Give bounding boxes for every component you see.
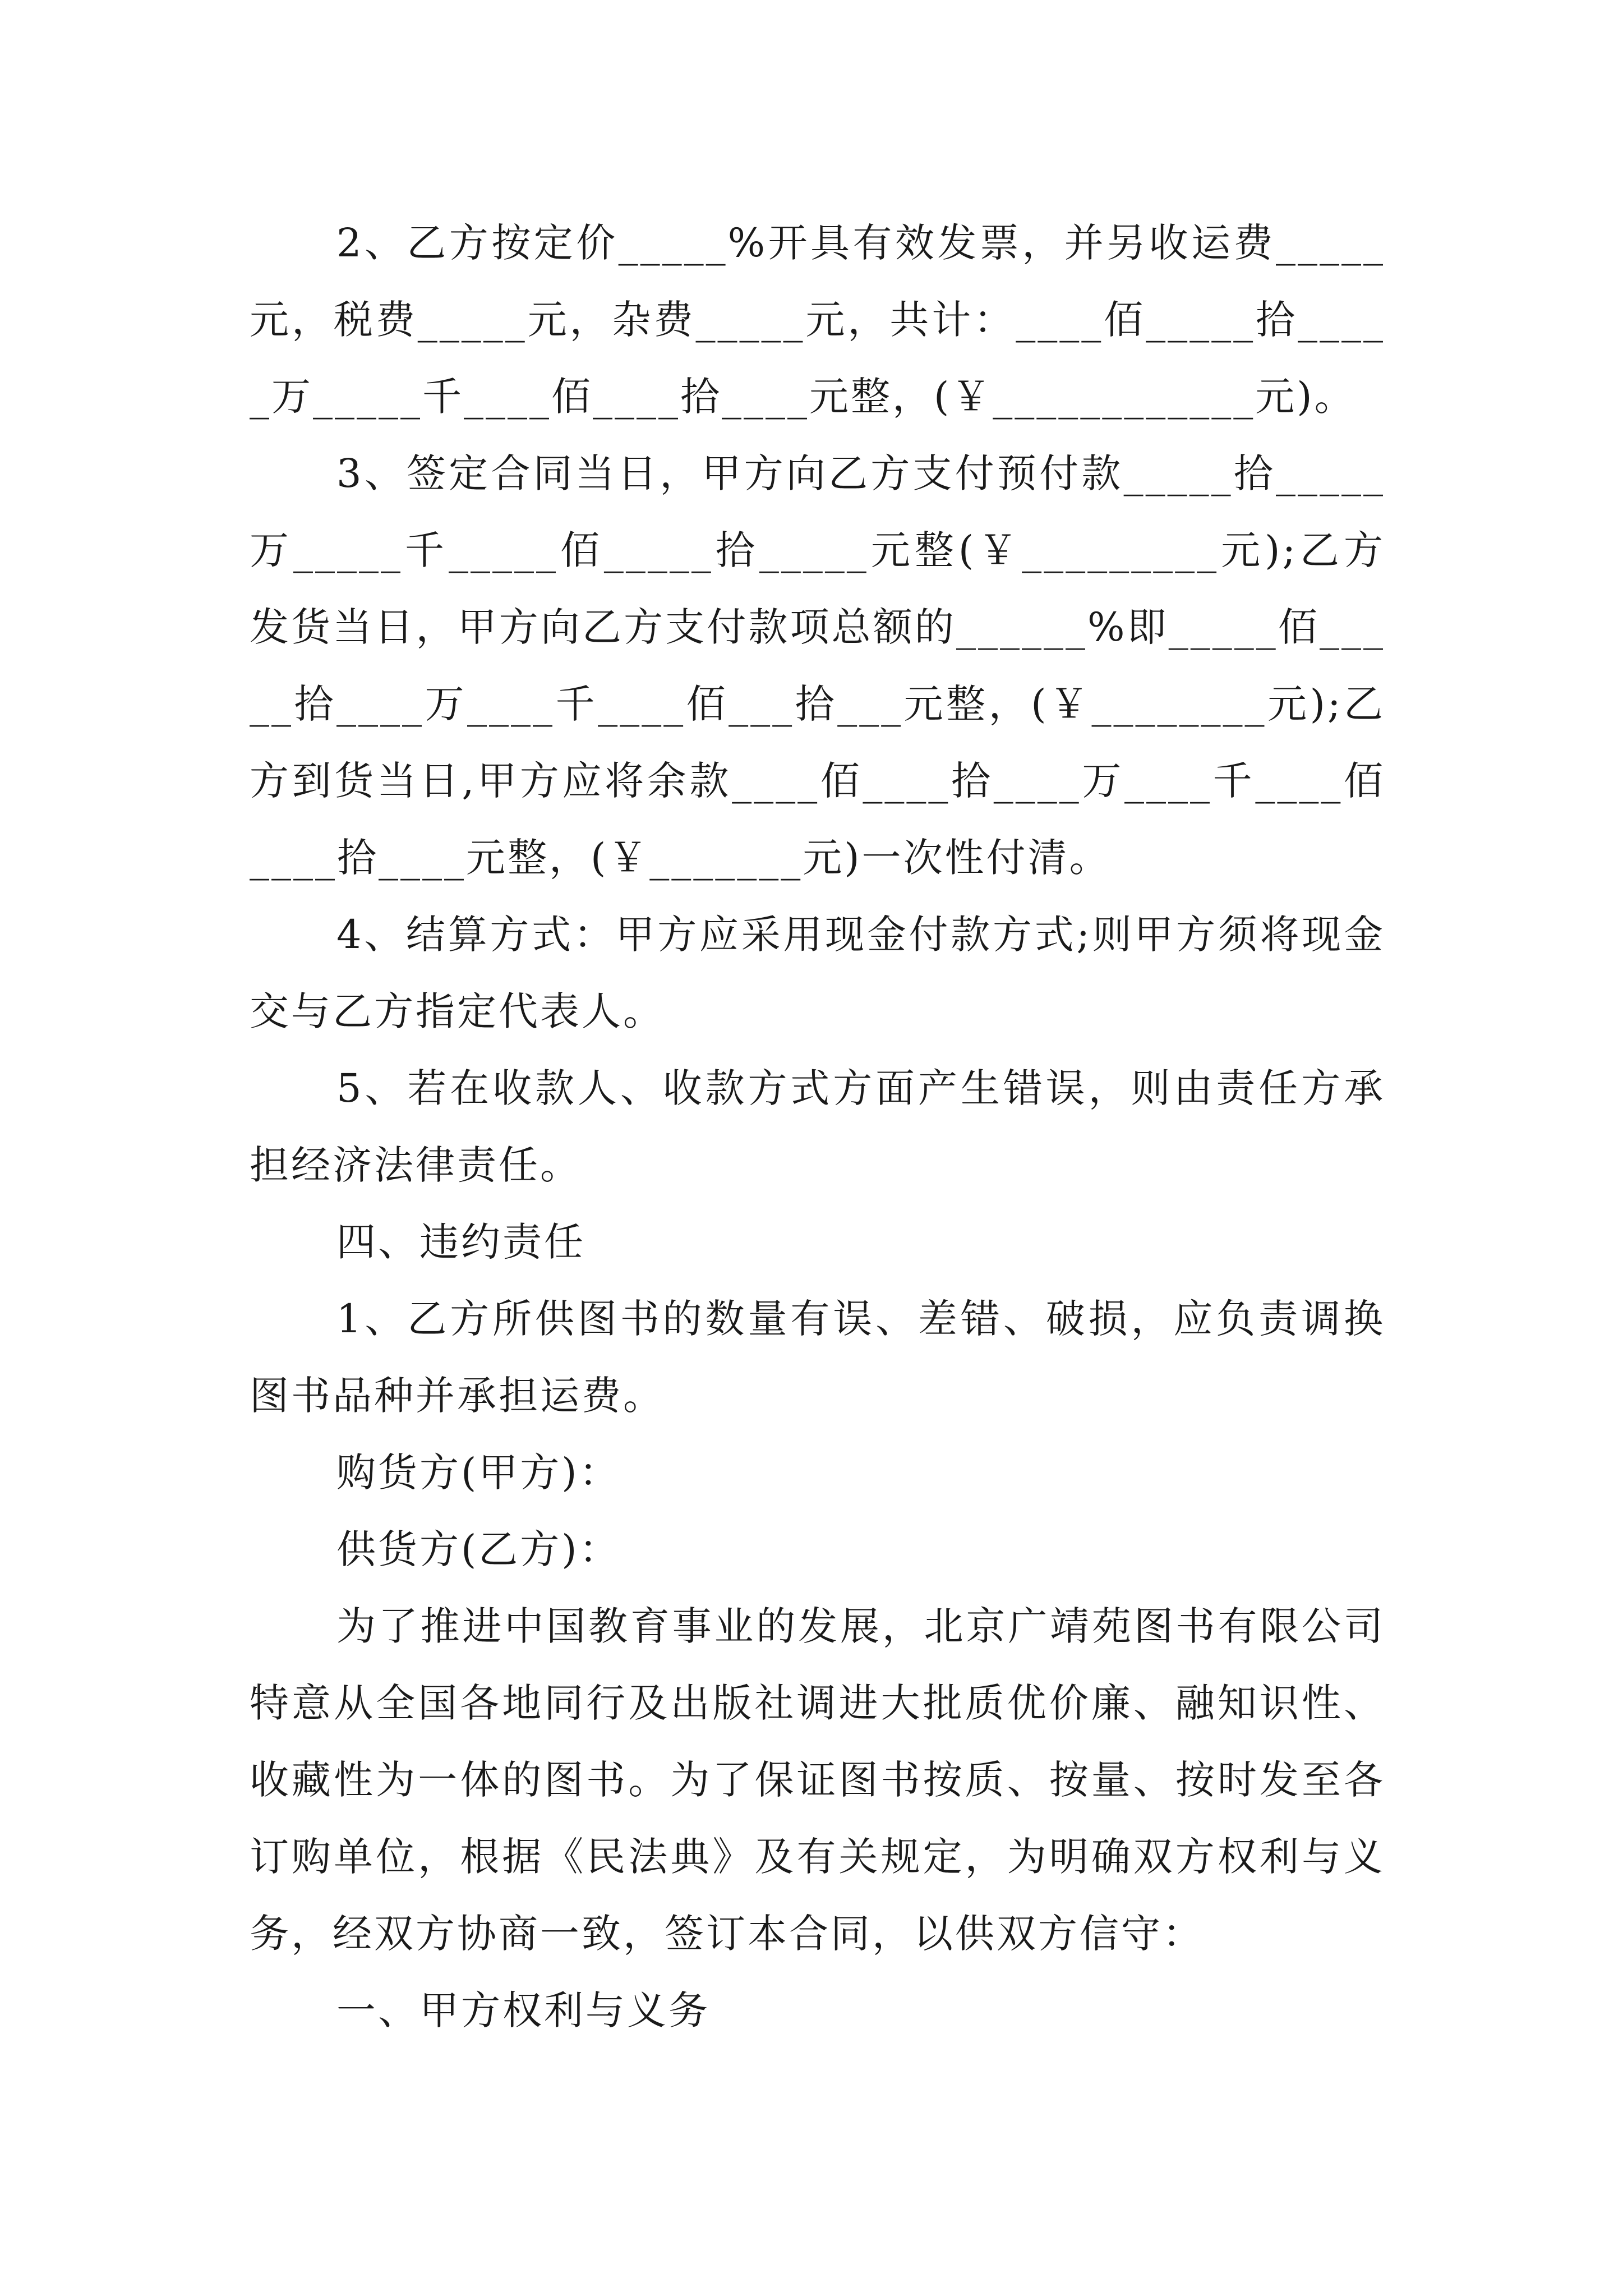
clause-4-settlement-method: 4、结算方式：甲方应采用现金付款方式;则甲方须将现金交与乙方指定代表人。 (250, 912, 1385, 1034)
breach-clause-1: 1、乙方所供图书的数量有误、差错、破损，应负责调换图书品种并承担运费。 (250, 1296, 1385, 1419)
clause-5-payment-error: 5、若在收款人、收款方式方面产生错误，则由责任方承担经济法律责任。 (250, 1065, 1385, 1188)
clause-2-invoice-fees: 2、乙方按定价_____%开具有效发票，并另收运费_____元，税费_____元，杂费_____元，共计：____佰_____拾_____万_____千____佰____拾____元整，(￥____________元)。 (250, 220, 1385, 420)
supplier-party-label: 供货方(乙方)： (336, 1526, 621, 1572)
clause-3-payment-schedule: 3、签定合同当日，甲方向乙方支付预付款_____拾_____万_____千_____佰_____拾_____元整(￥_________元);乙方发货当日，甲方向乙方支付款项总额的______%即_____佰_____拾____万____千____佰___拾___元整，(￥________元);乙方到货当日,甲方应将余款____佰____拾____万____千____佰____拾____元整，(￥_______元)一次性付清。 (250, 450, 1385, 881)
section-heading-breach: 四、违约责任 (336, 1219, 585, 1265)
section-heading-party-a-rights: 一、甲方权利与义务 (336, 1987, 710, 2033)
document-page (250, 205, 1385, 2049)
buyer-party-label: 购货方(甲方)： (336, 1450, 621, 1496)
contract-preamble: 为了推进中国教育事业的发展，北京广靖苑图书有限公司特意从全国各地同行及出版社调进大批质优价廉、融知识性、收藏性为一体的图书。为了保证图书按质、按量、按时发至各订购单位，根据《民法典》及有关规定，为明确双方权利与义务，经双方协商一致，签订本合同，以供双方信守： (250, 1603, 1385, 1957)
